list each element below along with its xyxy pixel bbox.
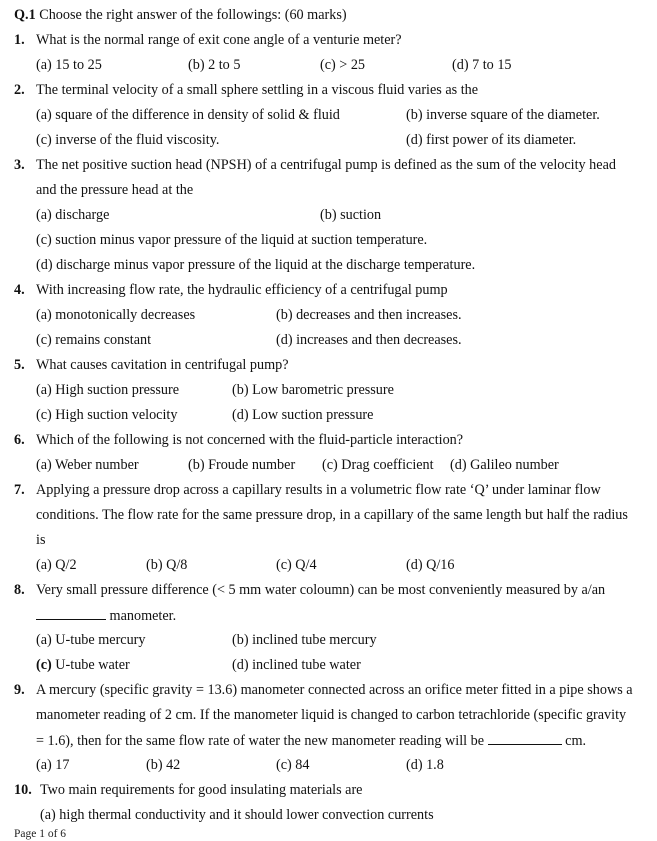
question-text: = 1.6), then for the same flow rate of water the new manometer reading will be (36, 733, 485, 749)
option: (b) inclined tube mercury (232, 632, 377, 648)
question-text: is (36, 532, 46, 548)
question-text: Applying a pressure drop across a capillary results in a volumetric flow rate ‘Q’ under laminar flow (36, 482, 601, 498)
question-text: A mercury (specific gravity = 13.6) manometer connected across an orifice meter fitted in a pipe shows a (36, 682, 633, 698)
question-number: 6. (14, 432, 25, 448)
option: (b) 42 (146, 757, 181, 773)
option-letter: (c) (36, 657, 52, 673)
question-number: 5. (14, 357, 25, 373)
question-number: 7. (14, 482, 25, 498)
option: (b) suction (320, 207, 382, 223)
question-number: 9. (14, 682, 25, 698)
option-text: U-tube water (55, 657, 130, 673)
option: (c) Q/4 (276, 557, 317, 573)
question-number: 2. (14, 82, 25, 98)
question-text: Very small pressure difference (< 5 mm water coloumn) can be most conveniently measured by a/an (36, 582, 606, 598)
option: (a) discharge (36, 207, 110, 223)
option: (c) Drag coefficient (322, 457, 434, 473)
option: (a) monotonically decreases (36, 307, 196, 323)
option: (b) 2 to 5 (188, 57, 241, 73)
answer-blank (488, 733, 562, 745)
question-number: 8. (14, 582, 25, 598)
option: (a) high thermal conductivity and it should lower convection currents (40, 807, 434, 823)
option: (b) Low barometric pressure (232, 382, 394, 398)
section-number: Q.1 (14, 7, 36, 23)
option: (d) inclined tube water (232, 657, 361, 673)
option: (d) discharge minus vapor pressure of the liquid at the discharge temperature. (36, 257, 476, 273)
option: (d) first power of its diameter. (406, 132, 577, 148)
question-number: 3. (14, 157, 25, 173)
question-text: What causes cavitation in centrifugal pump? (36, 357, 289, 373)
option: (b) decreases and then increases. (276, 307, 462, 323)
option: (b) Q/8 (146, 557, 188, 573)
question-text: Two main requirements for good insulating materials are (40, 782, 363, 798)
question-text-with-blank (36, 733, 586, 748)
option: (c) High suction velocity (36, 407, 178, 423)
option: (c) suction minus vapor pressure of the liquid at suction temperature. (36, 232, 428, 248)
question-text: The net positive suction head (NPSH) of a centrifugal pump is defined as the sum of the velocity head (36, 157, 616, 173)
option: (a) High suction pressure (36, 382, 180, 398)
question-number: 10. (14, 782, 32, 798)
question-number: 4. (14, 282, 25, 298)
option: (d) Low suction pressure (232, 407, 374, 423)
question-number: 1. (14, 32, 25, 48)
option: (b) Froude number (188, 457, 296, 473)
question-text: conditions. The flow rate for the same pressure drop, in a capillary of the same length but half the radius (36, 507, 628, 523)
page-footer: Page 1 of 6 (14, 828, 67, 840)
option: (a) U-tube mercury (36, 632, 146, 648)
question-text: Which of the following is not concerned with the fluid-particle interaction? (36, 432, 464, 448)
question-text: The terminal velocity of a small sphere settling in a viscous fluid varies as the (36, 82, 479, 98)
answer-blank (36, 608, 106, 620)
option: (d) 7 to 15 (452, 57, 512, 73)
section-heading (14, 8, 347, 22)
option: (b) inverse square of the diameter. (406, 107, 600, 123)
option: (c) > 25 (320, 57, 366, 73)
question-text-with-blank (36, 608, 176, 623)
question-text: manometer. (109, 608, 177, 624)
option: (c) 84 (276, 757, 310, 773)
option: (a) 17 (36, 757, 70, 773)
option: (a) square of the difference in density of solid & fluid (36, 107, 340, 123)
option: (a) 15 to 25 (36, 57, 102, 73)
option: (c) inverse of the fluid viscosity. (36, 132, 220, 148)
option-correct (36, 658, 130, 672)
option: (c) remains constant (36, 332, 152, 348)
option: (a) Q/2 (36, 557, 77, 573)
section-title: Choose the right answer of the followings: (60 marks) (39, 7, 347, 23)
option: (d) Q/16 (406, 557, 455, 573)
unit-text: cm. (565, 733, 587, 749)
option: (d) 1.8 (406, 757, 444, 773)
option: (a) Weber number (36, 457, 139, 473)
option: (d) increases and then decreases. (276, 332, 462, 348)
option: (d) Galileo number (450, 457, 559, 473)
question-text: and the pressure head at the (36, 182, 194, 198)
question-text: manometer reading of 2 cm. If the manometer liquid is changed to carbon tetrachloride (specific gravity (36, 707, 627, 723)
question-text: With increasing flow rate, the hydraulic efficiency of a centrifugal pump (36, 282, 448, 298)
question-text: What is the normal range of exit cone angle of a venturie meter? (36, 32, 402, 48)
